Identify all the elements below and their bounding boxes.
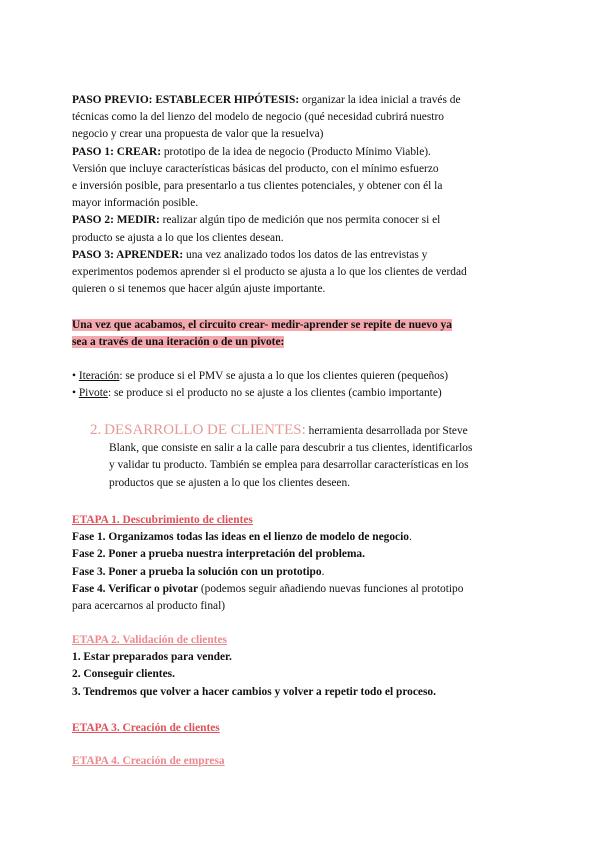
etapa2-item-2: 2. Conseguir clientes. [72, 668, 175, 681]
section2-line-4: productos que se ajusten a lo que los clientes deseen. [109, 476, 351, 489]
paso2-label: PASO 2: MEDIR: [72, 214, 160, 227]
bullet-list [72, 368, 534, 402]
paso1-line-4: mayor información posible. [72, 197, 199, 210]
term-iteracion: Iteración [78, 370, 120, 382]
bullet-item-iteracion: • Iteración: se produce si el PMV se ajusta a lo que los clientes quieren (pequeños) [72, 370, 449, 382]
etapa3-title: ETAPA 3. Creación de clientes [72, 722, 220, 734]
section2-heading: DESARROLLO DE CLIENTES: [104, 422, 306, 438]
highlight-block [72, 317, 534, 351]
etapa4-block [72, 753, 534, 770]
section2-number: 2. [90, 422, 102, 438]
paso1-line-1: PASO 1: CREAR: prototipo de la idea de negocio (Producto Mínimo Viable). [72, 145, 431, 158]
section2-line-3: y validar tu producto. También se emplea para desarrollar características en los [109, 459, 469, 472]
highlight-line-1: Una vez que acabamos, el circuito crear- medir-aprender se repite de nuevo ya [72, 319, 452, 331]
paso-previo-line-2: técnicas como la del lienzo del modelo de negocio (qué necesidad cubrirá nuestro [72, 111, 444, 124]
etapa2-title: ETAPA 2. Validación de clientes [72, 634, 227, 646]
paso1-line-2: Versión que incluye características básicas del producto, con el mínimo esfuerzo [72, 162, 439, 175]
fase1: Fase 1. Organizamos todas las ideas en el lienzo de modelo de negocio. [72, 531, 412, 544]
etapa1-block [72, 512, 534, 615]
fase4-line-2: para acercarnos al producto final) [72, 600, 226, 613]
section2-line-2: Blank, que consiste en salir a la calle para descubrir a tus clientes, identificarlos [109, 442, 473, 455]
paso3-line-1: PASO 3: APRENDER: una vez analizado todos los datos de las entrevistas y [72, 248, 428, 261]
paso3-line-2: experimentos podemos aprender si el producto se ajusta a lo que los clientes de verdad [72, 266, 467, 279]
paso1-label: PASO 1: CREAR: [72, 145, 162, 158]
bullet-item-pivote: • Pivote: se produce si el producto no se ajuste a los clientes (cambio importante) [72, 387, 442, 400]
fase4-line-1: Fase 4. Verificar o pivotar (podemos seguir añadiendo nuevas funciones al prototipo [72, 582, 464, 595]
term-pivote: Pivote [78, 387, 108, 400]
fase2: Fase 2. Poner a prueba nuestra interpretación del problema. [72, 548, 365, 561]
steps-block [72, 92, 534, 298]
paso3-line-3: quieren o si tenemos que hacer algún ajuste importante. [72, 283, 326, 296]
paso3-label: PASO 3: APRENDER: [72, 248, 184, 261]
paso-previo-label: PASO PREVIO: ESTABLECER HIPÓTESIS: [72, 94, 300, 106]
paso-previo-line-1: PASO PREVIO: ESTABLECER HIPÓTESIS: organizar la idea inicial a través de [72, 94, 461, 106]
etapa2-block [72, 632, 534, 701]
etapa1-title: ETAPA 1. Descubrimiento de clientes [72, 514, 253, 526]
etapa2-item-1: 1. Estar preparados para vender. [72, 651, 232, 664]
paso-previo-line-3: negocio y crear una propuesta de valor que la resuelva) [72, 128, 324, 141]
paso2-line-2: producto se ajusta a lo que los clientes desean. [72, 231, 284, 244]
fase3: Fase 3. Poner a prueba la solución con un prototipo. [72, 565, 325, 578]
etapa4-title: ETAPA 4. Creación de empresa [72, 755, 225, 767]
section-desarrollo-clientes [90, 422, 540, 492]
etapa2-item-3: 3. Tendremos que volver a hacer cambios y volver a repetir todo el proceso. [72, 685, 436, 698]
section2-heading-line: 2. DESARROLLO DE CLIENTES: herramienta desarrollada por Steve [90, 422, 468, 438]
paso2-line-1: PASO 2: MEDIR: realizar algún tipo de medición que nos permita conocer si el [72, 214, 441, 227]
etapa3-block [72, 720, 534, 737]
paso1-line-3: e inversión posible, para presentarlo a tus clientes potenciales, y obtener con él la [72, 180, 443, 193]
highlight-line-2: sea a través de una iteración o de un pivote: [72, 336, 285, 349]
